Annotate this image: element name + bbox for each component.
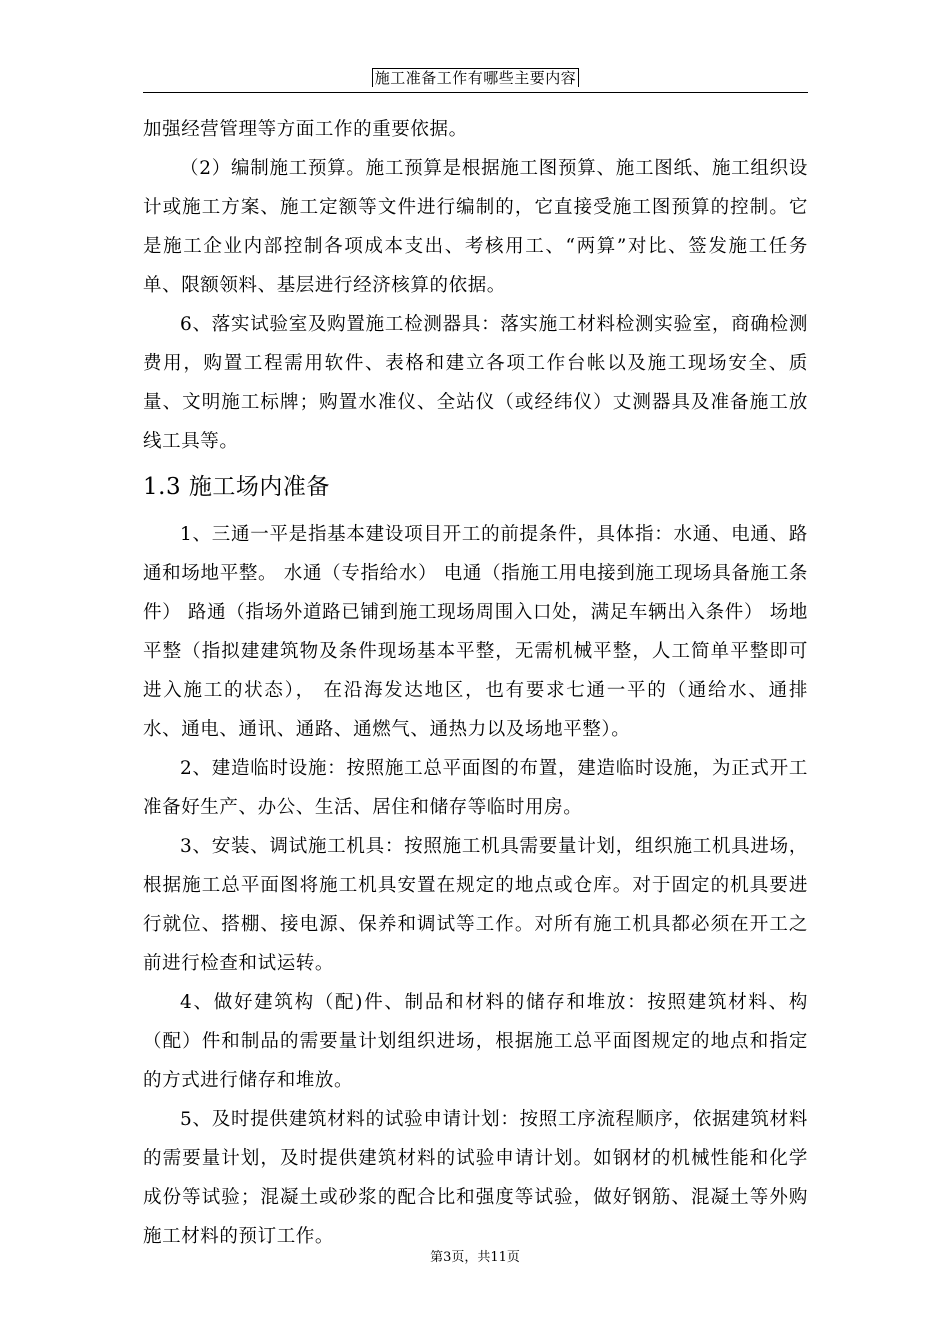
paragraph-machinery: 3、安装、调试施工机具：按照施工机具需要量计划，组织施工机具进场，根据施工总平面图将施工机具安置在规定的地点或仓库。对于固定的机具要进行就位、搭棚、接电源、保养和调试等工作。对所有施工机具都必须在开工之前进行检查和试运转。 [143,836,808,974]
page-header [143,66,808,93]
paragraph-temporary-facilities: 2、建造临时设施：按照施工总平面图的布置，建造临时设施，为正式开工准备好生产、办公、生活、居住和储存等临时用房。 [143,758,808,818]
paragraph-materials-storage: 4、做好建筑构（配)件、制品和材料的储存和堆放：按照建筑材料、构（配）件和制品的需要量计划组织进场，根据施工总平面图规定的地点和指定的方式进行储存和堆放。 [143,992,808,1091]
paragraph-material-testing: 5、及时提供建筑材料的试验申请计划：按照工序流程顺序，依据建筑材料的需要量计划，及时提供建筑材料的试验申请计划。如钢材的机械性能和化学成份等试验；混凝土或砂浆的配合比和强度等试验，做好钢筋、混凝土等外购施工材料的预订工作。 [143,1109,808,1247]
paragraph-testing-lab: 6、落实试验室及购置施工检测器具：落实施工材料检测实验室，商确检测费用，购置工程需用软件、表格和建立各项工作台帐以及施工现场安全、质量、文明施工标牌；购置水准仪、全站仪（或经纬仪）丈测器具及准备施工放线工具等。 [143,314,808,452]
paragraph-three-connections: 1、三通一平是指基本建设项目开工的前提条件，具体指：水通、电通、路通和场地平整。 水通（专指给水） 电通（指施工用电接到施工现场具备施工条件） 路通（指场外道路已铺到施工现场周围入口处，满足车辆出入条件） 场地平整（指拟建建筑物及条件现场基本平整，无需机械平整，人工简单平整即可进入施工的状态）， 在沿海发达地区，也有要求七通一平的（通给水、通排水、通电、通讯、通路、通燃气、通热力以及场地平整）。 [143,524,808,740]
page-footer: 第3页，共11页 [430,1250,520,1265]
paragraph-construction-budget: （2）编制施工预算。施工预算是根据施工图预算、施工图纸、施工组织设计或施工方案、施工定额等文件进行编制的，它直接受施工图预算的控制。它是施工企业内部控制各项成本支出、考核用工、“两算”对比、签发施工任务单、限额领料、基层进行经济核算的依据。 [143,158,808,296]
section-heading: 1.3 施工场内准备 [143,474,330,500]
document-body [143,110,808,1256]
header-title: 施工准备工作有哪些主要内容 [372,68,580,87]
paragraph-continuation: 加强经营管理等方面工作的重要依据。 [143,119,468,140]
